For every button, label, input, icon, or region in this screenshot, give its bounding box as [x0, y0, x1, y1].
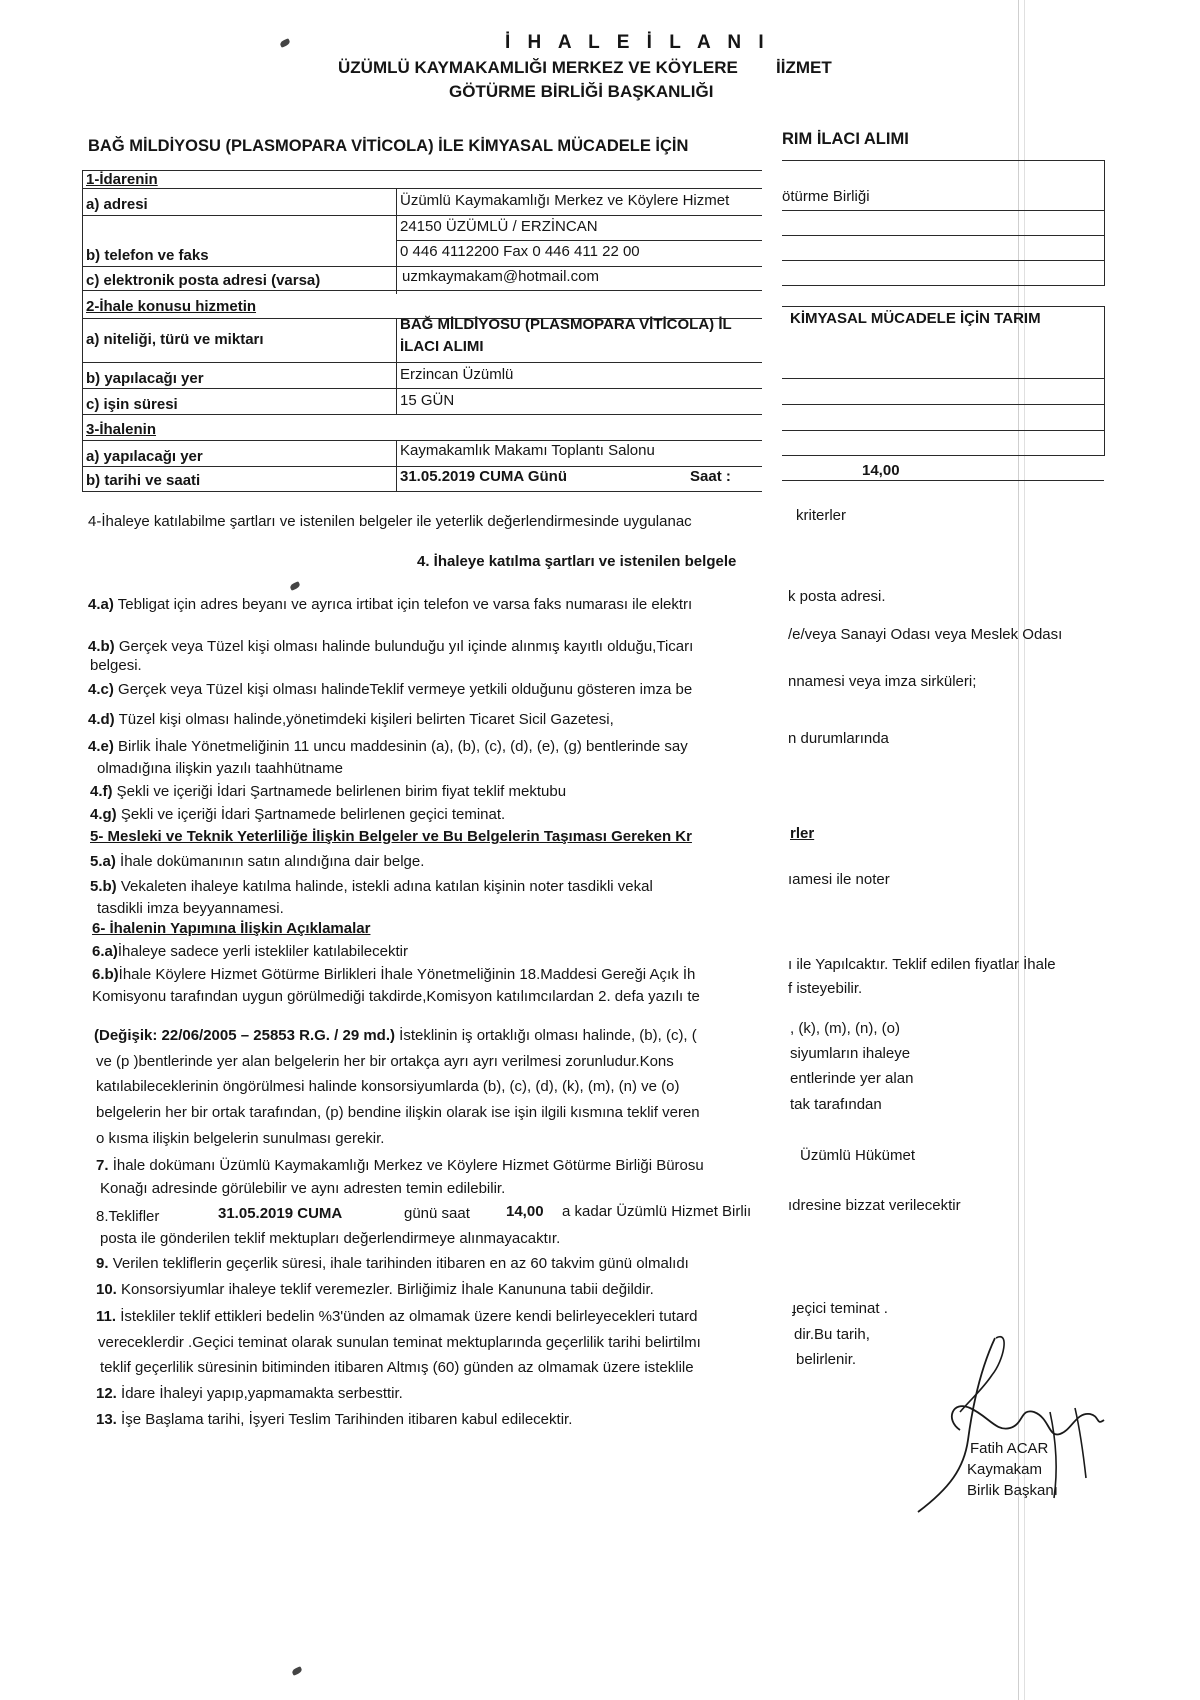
amendment-para-right: , (k), (m), (n), (o) [790, 1020, 900, 1037]
row-phone-label: b) telefon ve faks [86, 247, 209, 264]
row-place-value: Erzincan Üzümlü [400, 366, 514, 383]
section-2-label: 2-İhale konusu hizmetin [86, 298, 257, 315]
item-13: 13. İşe Başlama tarihi, İşyeri Teslim Tarihinden itibaren kabul edilecektir. [96, 1411, 573, 1428]
item-8-right: ıdresine bizzat verilecektir [788, 1197, 961, 1214]
item-8-time: 14,00 [506, 1203, 544, 1220]
item-4b: 4.b) Gerçek veya Tüzel kişi olması halinde bulunduğu yıl içinde alınmış kayıtlı olduğu,Ticarı [88, 638, 694, 655]
item-5a: 5.a) İhale dokümanının satın alındığına dair belge. [90, 853, 425, 870]
item-4f: 4.f) Şekli ve içeriği İdari Şartnamede belirlenen birim fiyat teklif mektubu [90, 783, 567, 800]
scan-speck [291, 1666, 303, 1676]
amendment-line-4: belgelerin her bir ortak tarafından, (p) bendine ilişkin olarak ise işin ilgili kısmına teklif veren [96, 1104, 700, 1121]
amendment-para: (Değişik: 22/06/2005 – 25853 R.G. / 29 md.) İsteklinin iş ortaklığı olması halinde, (b), (c), ( [94, 1027, 697, 1044]
item-12: 12. İdare İhaleyi yapıp,yapmamakta serbesttir. [96, 1385, 403, 1402]
item-4c: 4.c) Gerçek veya Tüzel kişi olması halindeTeklif vermeye yetkili olduğunu gösteren imza be [88, 681, 693, 698]
item-7: 7. İhale dokümanı Üzümlü Kaymakamlığı Merkez ve Köylere Hizmet Götürme Birliği Bürosu [96, 1157, 704, 1174]
row-email-value: uzmkaymakam@hotmail.com [402, 268, 599, 285]
item-9: 9. Verilen tekliflerin geçerlik süresi, ihale tarihinden itibaren en az 60 takvim günü olmalıdı [96, 1255, 689, 1272]
amendment-line-5: o kısma ilişkin belgelerin sunulması gerekir. [96, 1130, 385, 1147]
item-7-right: Üzümlü Hükümet [800, 1147, 916, 1164]
item-4e-cont: olmadığına ilişkin yazılı taahhütname [97, 760, 343, 777]
row-address-label: a) adresi [86, 196, 148, 213]
row-phone-value: 0 446 4112200 Fax 0 446 411 22 00 [400, 243, 640, 260]
item-4e: 4.e) Birlik İhale Yönetmeliğinin 11 uncu maddesinin (a), (b), (c), (d), (e), (g) bentlerinde say [88, 738, 688, 755]
row-duration-value: 15 GÜN [400, 392, 455, 409]
row-nature-value: BAĞ MİLDİYOSU (PLASMOPARA VİTİCOLA) İL [400, 316, 732, 333]
amendment-line-4-right: tak tarafından [790, 1096, 882, 1113]
item-8-text-2: a kadar Üzümlü Hizmet Birliı [562, 1203, 752, 1220]
subject-line-right: RIM İLACI ALIMI [782, 130, 909, 148]
item-10: 10. Konsorsiyumlar ihaleye teklif veremezler. Birliğimiz İhale Kanununa tabii değildir. [96, 1281, 654, 1298]
section-5-heading-right: rler [790, 825, 815, 842]
item-8: 8.Teklifler [96, 1208, 160, 1225]
item-6b-cont: Komisyonu tarafından uygun görülmediği takdirde,Komisyon katılımcılardan 2. defa yazılı te [92, 988, 700, 1005]
para-4-intro-right: kriterler [796, 507, 847, 524]
item-5b-right: ıamesi ile noter [788, 871, 890, 888]
scan-seam [762, 0, 782, 1700]
row-address-value-right: ötürme Birliği [782, 188, 870, 205]
item-8-text: günü saat [404, 1205, 470, 1222]
row-venue-value: Kaymakamlık Makamı Toplantı Salonu [400, 442, 655, 459]
item-11-cont-1-right: dir.Bu tarih, [794, 1326, 870, 1343]
item-6b: 6.b)İhale Köylere Hizmet Götürme Birlikleri İhale Yönetmeliğinin 18.Maddesi Gereği Açık İh [92, 966, 696, 983]
signatory-title-2: Birlik Başkanı [967, 1482, 1058, 1499]
page-title: İ H A L E İ L A N I [505, 32, 770, 53]
row-date-label: b) tarihi ve saati [86, 472, 201, 489]
row-address-value-2: 24150 ÜZÜMLÜ / ERZİNCAN [400, 218, 598, 235]
row-venue-label: a) yapılacağı yer [86, 448, 203, 465]
row-address-value: Üzümlü Kaymakamlığı Merkez ve Köylere Hizmet [400, 192, 730, 209]
item-8-cont: posta ile gönderilen teklif mektupları değerlendirmeye alınmayacaktır. [100, 1230, 561, 1247]
row-time-label: Saat : [690, 468, 731, 485]
item-5b: 5.b) Vekaleten ihaleye katılma halinde, istekli adına katılan kişinin noter tasdikli vekal [90, 878, 653, 895]
subject-line: BAĞ MİLDİYOSU (PLASMOPARA VİTİCOLA) İLE KİMYASAL MÜCADELE İÇİN [88, 137, 689, 155]
section-3-label: 3-İhalenin [86, 421, 157, 438]
row-place-label: b) yapılacağı yer [86, 370, 204, 387]
item-4a-right: k posta adresi. [788, 588, 886, 605]
item-4b-cont: belgesi. [90, 657, 142, 674]
signatory-title: Kaymakam [967, 1461, 1043, 1478]
org-line-1: ÜZÜMLÜ KAYMAKAMLIĞI MERKEZ VE KÖYLERE [338, 58, 738, 77]
item-4b-right: /e/veya Sanayi Odası veya Meslek Odası [788, 626, 1063, 643]
item-4e-right: n durumlarında [788, 730, 889, 747]
scan-speck [279, 38, 291, 48]
amendment-line-3: katılabileceklerinin öngörülmesi halinde konsorsiyumlarda (b), (c), (d), (k), (m), (n) ve (o) [96, 1078, 680, 1095]
row-time-value: 14,00 [862, 462, 900, 479]
row-duration-label: c) işin süresi [86, 396, 178, 413]
row-email-label: c) elektronik posta adresi (varsa) [86, 272, 321, 289]
row-date-value: 31.05.2019 CUMA Günü [400, 468, 567, 485]
para-4-heading: 4. İhaleye katılma şartları ve istenilen belgele [417, 553, 737, 570]
item-5b-cont: tasdikli imza beyyannamesi. [97, 900, 284, 917]
row-nature-value-right: KİMYASAL MÜCADELE İÇİN TARIM [790, 310, 1041, 327]
item-4d: 4.d) Tüzel kişi olması halinde,yönetimdeki kişileri belirten Ticaret Sicil Gazetesi, [88, 711, 614, 728]
org-line-1-right: İİZMET [776, 58, 832, 77]
amendment-line-2-right: siyumların ihaleye [790, 1045, 911, 1062]
amendment-line-3-right: entlerinde yer alan [790, 1070, 914, 1087]
signatory-name: Fatih ACAR [970, 1440, 1049, 1457]
item-4a: 4.a) Tebligat için adres beyanı ve ayrıca irtibat için telefon ve varsa faks numarası ile elektrı [88, 596, 693, 613]
row-nature-label: a) niteliği, türü ve miktarı [86, 331, 264, 348]
amendment-line-2: ve (p )bentlerinde yer alan belgelerin her bir ortakça ayrı ayrı verilmesi zorunludur.Kons [96, 1053, 674, 1070]
item-4g: 4.g) Şekli ve içeriği İdari Şartnamede belirlenen geçici teminat. [90, 806, 506, 823]
item-11: 11. İstekliler teklif ettikleri bedelin %3'ünden az olmamak üzere kendi belirleyecekleri tutard [96, 1308, 698, 1325]
item-6b-cont-right: f isteyebilir. [788, 980, 863, 997]
section-6-heading: 6- İhalenin Yapımına İlişkin Açıklamalar [92, 920, 371, 937]
row-nature-value-2: İLACI ALIMI [400, 338, 484, 355]
item-7-cont: Konağı adresinde görülebilir ve aynı adresten temin edilebilir. [100, 1180, 506, 1197]
item-6b-right: ı ile Yapılcaktır. Teklif edilen fiyatlar İhale [788, 956, 1056, 973]
item-11-cont-1: vereceklerdir .Geçici teminat olarak sunulan teminat mektuplarında geçerlilik tarihi belirtilmı [98, 1334, 701, 1351]
section-5-heading: 5- Mesleki ve Teknik Yeterliliğe İlişkin Belgeler ve Bu Belgelerin Taşıması Gereken Kr [90, 828, 692, 845]
item-8-date: 31.05.2019 CUMA [218, 1205, 343, 1222]
item-6a: 6.a)İhaleye sadece yerli istekliler katılabilecektir [92, 943, 408, 960]
para-4-intro: 4-İhaleye katılabilme şartları ve istenilen belgeler ile yeterlik değerlendirmesinde uygulanac [88, 513, 692, 530]
scan-speck [289, 581, 301, 591]
item-11-cont-2: teklif geçerlilik süresinin bitiminden itibaren Altmış (60) günden az olmamak üzere isteklile [100, 1359, 694, 1376]
section-1-label: 1-İdarenin [86, 171, 158, 188]
item-11-right: ɟeçici teminat . [792, 1300, 888, 1317]
item-4c-right: nnamesi veya imza sirküleri; [788, 673, 977, 690]
item-11-cont-2-right: belirlenir. [796, 1351, 857, 1368]
org-line-2: GÖTÜRME BİRLİĞİ BAŞKANLIĞI [449, 82, 714, 101]
